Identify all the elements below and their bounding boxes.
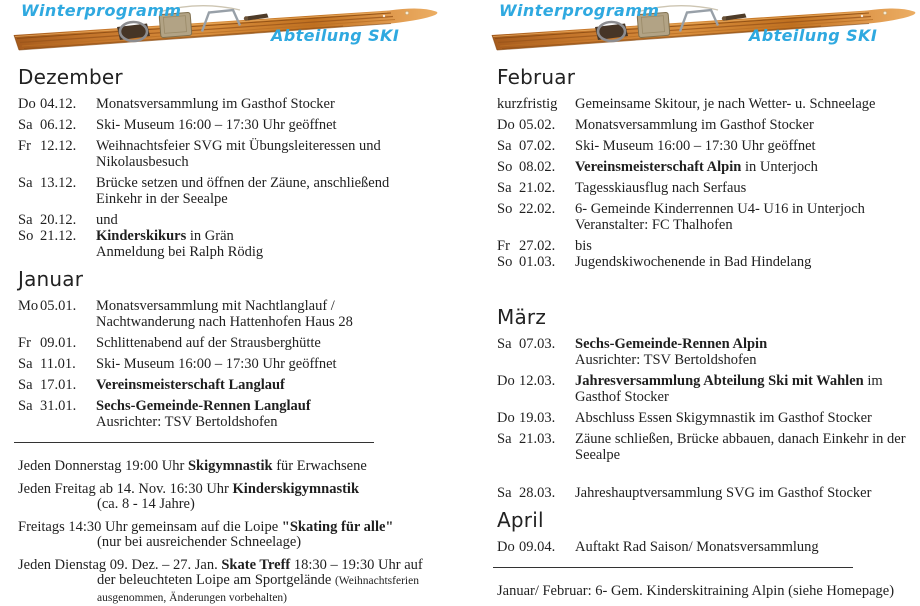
recurring-notes <box>18 459 445 606</box>
event-day: Do <box>497 539 519 555</box>
text-segment: Weihnachtsfeier SVG mit Übungsleiteressen und <box>96 138 381 154</box>
event-description <box>575 159 901 175</box>
month-heading: März <box>497 306 901 328</box>
event-description <box>575 431 906 463</box>
event-day: Fr <box>18 138 40 170</box>
text-segment: Ausrichter: TSV Bertoldshofen <box>575 352 757 368</box>
event-description-line <box>96 191 445 207</box>
event-description <box>96 175 445 207</box>
text-segment: Abschluss Essen Skigymnastik im Gasthof Stocker <box>575 410 872 426</box>
event-date: 09.04. <box>519 539 575 555</box>
event-day: Do <box>497 410 519 426</box>
event-description <box>96 212 445 228</box>
event-row <box>18 356 445 372</box>
event-day: Sa <box>497 431 519 463</box>
event-date: 27.02. <box>519 238 575 254</box>
separator-rule <box>493 567 853 568</box>
month-section <box>497 306 901 501</box>
note-line <box>18 590 445 606</box>
month-heading: Februar <box>497 66 901 88</box>
separator-rule <box>14 442 374 443</box>
event-row <box>497 254 901 270</box>
text-segment: 6- Gemeinde Kinderrennen U4- U16 in Unterjoch <box>575 201 865 217</box>
event-description-line <box>96 298 445 314</box>
event-date: 04.12. <box>40 96 96 112</box>
banner-title: Winterprogramm <box>21 1 181 20</box>
event-description <box>575 180 901 196</box>
schedule-column-right <box>497 66 901 599</box>
text-segment: Skigymnastik <box>188 458 273 474</box>
event-row <box>18 96 445 112</box>
text-segment: Monatsversammlung im Gasthof Stocker <box>575 117 814 133</box>
text-segment: Gemeinsame Skitour, je nach Wetter- u. Schneelage <box>575 96 875 112</box>
event-description <box>96 138 445 170</box>
month-section <box>18 66 445 260</box>
event-description-line <box>96 398 445 414</box>
event-description-line <box>96 377 445 393</box>
note-item <box>18 520 445 551</box>
event-description <box>575 254 901 270</box>
text-segment: Jeden Freitag ab 14. Nov. 16:30 Uhr <box>18 481 233 497</box>
event-row <box>18 212 445 228</box>
event-row <box>497 373 901 405</box>
event-day: Sa <box>497 180 519 196</box>
event-description-line <box>575 96 901 112</box>
text-segment: Nachtwanderung nach Hattenhofen Haus 28 <box>96 314 353 330</box>
note-item <box>18 558 445 606</box>
event-description <box>575 201 901 233</box>
event-description-line <box>575 336 901 352</box>
event-description-line <box>96 244 445 260</box>
text-segment: Monatsversammlung im Gasthof Stocker <box>96 96 335 112</box>
event-day: kurzfristig <box>497 96 575 112</box>
text-segment: Ski- Museum 16:00 – 17:30 Uhr geöffnet <box>96 117 337 133</box>
event-day: So <box>497 159 519 175</box>
event-row <box>497 138 901 154</box>
event-description-line <box>96 212 445 228</box>
event-day: Fr <box>497 238 519 254</box>
text-segment: (Weihnachtsferien <box>335 575 419 587</box>
event-date: 12.12. <box>40 138 96 170</box>
text-segment: Tagesskiausflug nach Serfaus <box>575 180 746 196</box>
event-date: 08.02. <box>519 159 575 175</box>
event-description-line <box>96 414 445 430</box>
event-description <box>575 485 901 501</box>
banner-subtitle: Abteilung SKI <box>271 26 399 45</box>
event-description <box>575 138 901 154</box>
event-description-line <box>575 201 901 217</box>
event-description-line <box>96 228 445 244</box>
event-date: 28.03. <box>519 485 575 501</box>
text-segment: Jahreshauptversammlung SVG im Gasthof Stocker <box>575 485 871 501</box>
event-date: 12.03. <box>519 373 575 405</box>
event-description <box>96 298 445 330</box>
text-segment: Jeden Dienstag 09. Dez. – 27. Jan. <box>18 557 221 573</box>
banner <box>478 0 920 58</box>
event-row <box>497 539 901 555</box>
event-row <box>18 138 445 170</box>
text-segment: ausgenommen, Änderungen vorbehalten) <box>97 592 287 604</box>
event-day: Sa <box>497 138 519 154</box>
event-date: 01.03. <box>519 254 575 270</box>
text-segment: in Unterjoch <box>741 159 818 175</box>
event-row <box>497 96 901 112</box>
event-row <box>18 398 445 430</box>
month-section <box>497 509 901 555</box>
note-line <box>18 535 445 551</box>
text-segment: Kinderskigymnastik <box>233 481 360 497</box>
program-page-right <box>478 0 920 605</box>
month-section <box>18 268 445 430</box>
text-segment: bis <box>575 238 592 254</box>
event-row <box>497 238 901 254</box>
text-segment: Monatsversammlung mit Nachtlanglauf / <box>96 298 335 314</box>
event-description <box>96 377 445 393</box>
event-day: Sa <box>497 485 519 501</box>
month-heading: Dezember <box>18 66 445 88</box>
text-segment: Schlittenabend auf der Strausberghütte <box>96 335 321 351</box>
event-day: Sa <box>18 212 40 228</box>
event-date: 05.02. <box>519 117 575 133</box>
text-segment: Jeden Donnerstag 19:00 Uhr <box>18 458 188 474</box>
event-date: 21.12. <box>40 228 96 260</box>
event-description-line <box>575 410 901 426</box>
event-day: So <box>497 254 519 270</box>
event-description-line <box>96 117 445 133</box>
event-row <box>497 431 901 463</box>
text-segment: Kinderskikurs <box>96 228 186 244</box>
text-segment: Ski- Museum 16:00 – 17:30 Uhr geöffnet <box>575 138 816 154</box>
event-description-line <box>575 238 901 254</box>
event-description-line <box>575 447 906 463</box>
text-segment: (ca. 8 - 14 Jahre) <box>97 496 195 512</box>
text-segment: Zäune schließen, Brücke abbauen, danach Einkehr in der <box>575 431 906 447</box>
event-description-line <box>96 138 445 154</box>
event-description-line <box>96 96 445 112</box>
note-line <box>18 497 445 513</box>
event-description <box>575 373 901 405</box>
text-segment: Anmeldung bei Ralph Rödig <box>96 244 263 260</box>
event-day: Sa <box>18 117 40 133</box>
event-row <box>18 335 445 351</box>
event-description <box>575 117 901 133</box>
event-description-line <box>575 373 901 389</box>
program-page-left <box>0 0 460 605</box>
note-item <box>18 459 445 475</box>
event-row <box>497 485 901 501</box>
event-description <box>96 335 445 351</box>
event-day: Do <box>497 373 519 405</box>
event-description-line <box>575 217 901 233</box>
event-description <box>96 96 445 112</box>
text-segment: (nur bei ausreichender Schneelage) <box>97 534 301 550</box>
text-segment: Brücke setzen und öffnen der Zäune, anschließend <box>96 175 389 191</box>
event-row <box>497 336 901 368</box>
banner-subtitle: Abteilung SKI <box>749 26 877 45</box>
text-segment: Jugendskiwochenende in Bad Hindelang <box>575 254 811 270</box>
event-description-line <box>575 352 901 368</box>
event-description-line <box>96 154 445 170</box>
text-segment: im <box>864 373 883 389</box>
text-segment: Ski- Museum 16:00 – 17:30 Uhr geöffnet <box>96 356 337 372</box>
event-date: 06.12. <box>40 117 96 133</box>
text-segment: Sechs-Gemeinde-Rennen Langlauf <box>96 398 311 414</box>
event-description-line <box>575 389 901 405</box>
event-description <box>575 336 901 368</box>
note-item <box>18 482 445 513</box>
footer-note: Januar/ Februar: 6- Gem. Kinderskitraining Alpin (siehe Homepage) <box>497 583 901 599</box>
event-description-line <box>96 356 445 372</box>
event-day: Sa <box>18 175 40 207</box>
event-row <box>497 410 901 426</box>
event-date: 21.02. <box>519 180 575 196</box>
event-description-line <box>96 314 445 330</box>
text-segment: Auftakt Rad Saison/ Monatsversammlung <box>575 539 819 555</box>
text-segment: Nikolausbesuch <box>96 154 189 170</box>
event-date: 09.01. <box>40 335 96 351</box>
event-description-line <box>575 485 901 501</box>
event-description-line <box>575 159 901 175</box>
event-description <box>96 117 445 133</box>
text-segment: für Erwachsene <box>273 458 367 474</box>
event-row <box>497 201 901 233</box>
text-segment: Vereinsmeisterschaft Alpin <box>575 159 741 175</box>
text-segment: "Skating für alle" <box>282 519 394 535</box>
text-segment: Gasthof Stocker <box>575 389 669 405</box>
text-segment: in Grän <box>186 228 234 244</box>
event-row <box>18 175 445 207</box>
note-line <box>18 482 445 498</box>
text-segment: Vereinsmeisterschaft Langlauf <box>96 377 285 393</box>
event-date: 07.02. <box>519 138 575 154</box>
event-description <box>96 356 445 372</box>
event-description-line <box>575 117 901 133</box>
month-heading: Januar <box>18 268 445 290</box>
text-segment: Skate Treff <box>221 557 290 573</box>
event-row <box>497 117 901 133</box>
event-row <box>18 117 445 133</box>
event-description <box>96 398 445 430</box>
schedule-column-left <box>18 66 445 606</box>
event-day: Fr <box>18 335 40 351</box>
month-heading: April <box>497 509 901 531</box>
event-description-line <box>575 539 901 555</box>
month-section <box>497 66 901 270</box>
event-row <box>18 298 445 330</box>
event-description-line <box>575 180 901 196</box>
text-segment: Veranstalter: FC Thalhofen <box>575 217 733 233</box>
event-description-line <box>575 254 901 270</box>
event-description-line <box>575 138 901 154</box>
event-description <box>575 238 901 254</box>
text-segment: Freitags 14:30 Uhr gemeinsam auf die Loipe <box>18 519 282 535</box>
text-segment: Einkehr in der Seealpe <box>96 191 228 207</box>
text-segment: und <box>96 212 118 228</box>
event-date: 11.01. <box>40 356 96 372</box>
event-day: Sa <box>18 356 40 372</box>
event-row <box>18 377 445 393</box>
event-row <box>497 180 901 196</box>
text-segment: der beleuchteten Loipe am Sportgelände <box>97 572 335 588</box>
note-line <box>18 558 445 574</box>
event-date: 31.01. <box>40 398 96 430</box>
event-row <box>18 228 445 260</box>
event-description <box>96 228 445 260</box>
banner <box>0 0 460 58</box>
event-day: Sa <box>18 398 40 430</box>
event-description-line <box>96 335 445 351</box>
event-date: 07.03. <box>519 336 575 368</box>
event-description <box>575 96 901 112</box>
event-date: 05.01. <box>40 298 96 330</box>
event-date: 13.12. <box>40 175 96 207</box>
note-line <box>18 459 445 475</box>
text-segment: Jahresversammlung Abteilung Ski mit Wahlen <box>575 373 864 389</box>
event-description <box>575 410 901 426</box>
event-date: 20.12. <box>40 212 96 228</box>
note-line <box>18 520 445 536</box>
event-date: 22.02. <box>519 201 575 233</box>
event-day: Sa <box>497 336 519 368</box>
note-line <box>18 573 445 590</box>
event-day: So <box>497 201 519 233</box>
text-segment: Ausrichter: TSV Bertoldshofen <box>96 414 278 430</box>
event-day: Do <box>18 96 40 112</box>
event-day: Sa <box>18 377 40 393</box>
text-segment: Seealpe <box>575 447 620 463</box>
banner-title: Winterprogramm <box>499 1 659 20</box>
event-date: 21.03. <box>519 431 575 463</box>
event-description-line <box>575 431 906 447</box>
event-day: Do <box>497 117 519 133</box>
event-date: 19.03. <box>519 410 575 426</box>
text-segment: 18:30 – 19:30 Uhr auf <box>290 557 423 573</box>
event-description-line <box>96 175 445 191</box>
event-day: So <box>18 228 40 260</box>
text-segment: Sechs-Gemeinde-Rennen Alpin <box>575 336 767 352</box>
event-row <box>497 159 901 175</box>
event-day: Mo <box>18 298 40 330</box>
event-date: 17.01. <box>40 377 96 393</box>
event-description <box>575 539 901 555</box>
